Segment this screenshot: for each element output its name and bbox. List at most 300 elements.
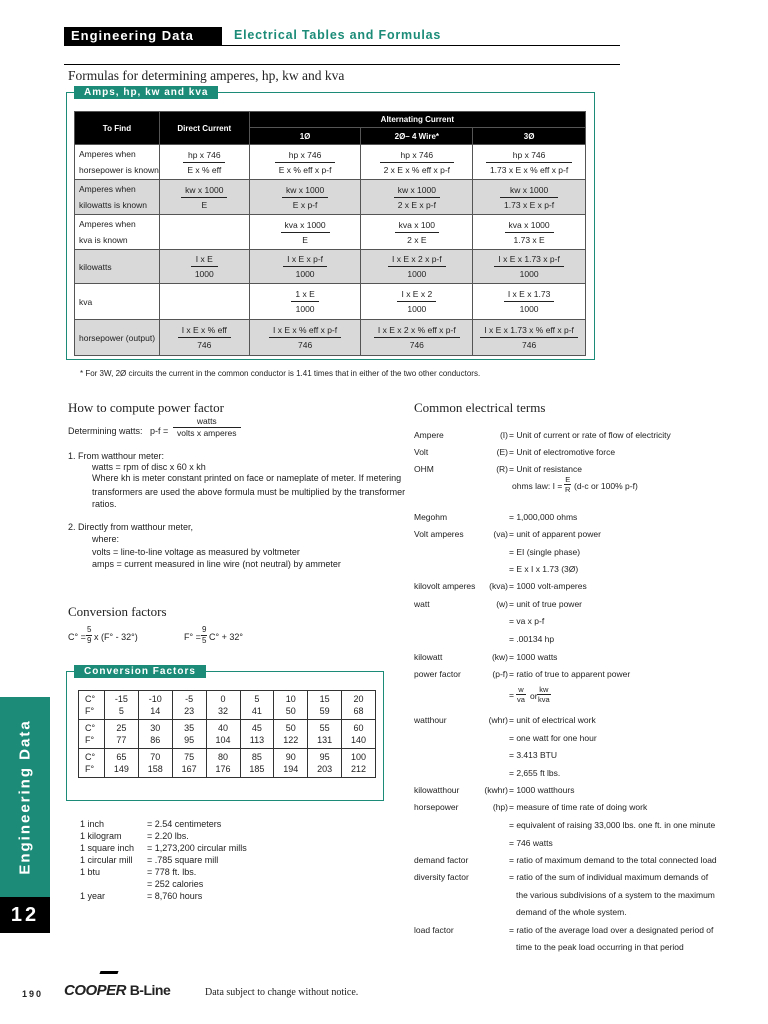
pf-fraction bbox=[173, 416, 241, 439]
conversion-row bbox=[79, 749, 376, 778]
pf-line-2: watts = rpm of disc x 60 x kh bbox=[92, 462, 206, 472]
conversion-cell bbox=[274, 691, 308, 720]
pf-eq: p-f = bbox=[150, 426, 169, 436]
col-three-phase: 3Ø bbox=[473, 128, 586, 145]
conversion-cell bbox=[138, 749, 172, 778]
fahrenheit-label: F° bbox=[85, 735, 95, 745]
term-definition: = one watt for one hour bbox=[509, 733, 597, 743]
formula-row-label bbox=[75, 250, 160, 284]
pf-line-8: volts = line-to-line voltage as measured by voltmeter bbox=[92, 547, 300, 557]
f-formula-frac bbox=[201, 625, 207, 646]
pf-line-7: where: bbox=[92, 534, 120, 544]
celsius-value: 45 bbox=[251, 723, 262, 733]
celsius-value: 10 bbox=[285, 694, 296, 704]
pf-w-fraction bbox=[516, 685, 526, 704]
brand-swoosh bbox=[99, 971, 118, 974]
formula-denominator: 1000 bbox=[194, 269, 214, 279]
c-frac-num: 5 bbox=[87, 625, 92, 634]
fahrenheit-value: 50 bbox=[285, 706, 296, 716]
term-abbr: (va) bbox=[493, 529, 508, 539]
formula-fraction bbox=[291, 287, 318, 316]
celsius-value: 20 bbox=[353, 694, 364, 704]
celsius-value: 5 bbox=[254, 694, 260, 704]
ohms-law-note: (d-c or 100% p-f) bbox=[574, 481, 638, 491]
formula-denominator: 2 x E bbox=[407, 234, 427, 245]
fahrenheit-value: 131 bbox=[317, 735, 333, 745]
formula-denominator: 1000 bbox=[519, 269, 539, 279]
formula-fraction bbox=[397, 287, 436, 316]
formula-cell-p1 bbox=[249, 284, 361, 320]
formula-cell-p3 bbox=[473, 180, 586, 215]
formula-denominator: 1000 bbox=[519, 304, 539, 314]
formula-denominator: E bbox=[201, 199, 208, 210]
pf-line-9: amps = current measured in line wire (not neutral) by ammeter bbox=[92, 559, 341, 569]
celsius-value: 60 bbox=[353, 723, 364, 733]
formula-denominator: 1000 bbox=[295, 304, 315, 314]
unit-value: = 252 calories bbox=[147, 879, 204, 889]
formula-fraction bbox=[181, 183, 227, 212]
formula-cell-p3 bbox=[473, 215, 586, 250]
term-name: watt bbox=[414, 599, 430, 609]
formula-denominator: 1000 bbox=[407, 304, 427, 314]
conversion-cell bbox=[138, 691, 172, 720]
term-name: OHM bbox=[414, 464, 434, 474]
celsius-value: 0 bbox=[220, 694, 226, 704]
term-name: demand factor bbox=[414, 855, 469, 865]
power-factor-heading: How to compute power factor bbox=[68, 400, 224, 415]
section-header: Engineering Data bbox=[64, 27, 222, 45]
celsius-value: 95 bbox=[319, 752, 330, 762]
col-single-phase: 1Ø bbox=[249, 128, 361, 145]
celsius-value: 100 bbox=[351, 752, 367, 762]
ohms-num: E bbox=[565, 475, 571, 484]
conversion-cell bbox=[105, 691, 139, 720]
c-formula-pre: C° = bbox=[68, 632, 86, 642]
formula-fraction bbox=[486, 148, 572, 177]
formula-numerator: hp x 746 bbox=[183, 148, 225, 163]
fahrenheit-value: 68 bbox=[353, 706, 364, 716]
formula-cell-p3 bbox=[473, 320, 586, 356]
celsius-value: 90 bbox=[285, 752, 296, 762]
term-definition: = ratio of maximum demand to the total connected load bbox=[509, 855, 717, 865]
formula-row-label-line: Amperes when bbox=[79, 219, 136, 229]
pf-line-4: transformers are used the above formula must be multiplied by the transformer bbox=[92, 487, 406, 497]
celsius-value: 65 bbox=[116, 752, 127, 762]
footer-note: Data subject to change without notice. bbox=[205, 987, 359, 998]
formula-cell-dc bbox=[159, 145, 249, 180]
pf-numerator: watts bbox=[173, 416, 241, 428]
formula-numerator: kva x 1000 bbox=[505, 218, 554, 233]
fahrenheit-value: 212 bbox=[351, 764, 367, 774]
term-abbr: (p-f) bbox=[492, 669, 508, 679]
conversion-cell bbox=[105, 749, 139, 778]
term-definition: = ratio of the average load over a designated period of bbox=[509, 925, 714, 935]
formula-fraction bbox=[380, 148, 454, 177]
formula-fraction bbox=[388, 252, 446, 281]
celsius-label: C° bbox=[85, 694, 96, 704]
fahrenheit-value: 158 bbox=[147, 764, 163, 774]
term-name: kilowatthour bbox=[414, 785, 460, 795]
term-abbr: (kw) bbox=[491, 652, 508, 662]
conversion-cell bbox=[206, 749, 240, 778]
unit-value: = 8,760 hours bbox=[147, 891, 203, 901]
formula-row bbox=[75, 180, 586, 215]
f-formula-pre: F° = bbox=[184, 632, 201, 642]
fahrenheit-value: 194 bbox=[283, 764, 299, 774]
formula-numerator: I x E x % eff x p-f bbox=[269, 323, 341, 338]
conversion-cell bbox=[308, 720, 342, 749]
unit-value: = 2.54 centimeters bbox=[147, 819, 222, 829]
formula-fraction bbox=[374, 323, 460, 352]
term-abbr: (E) bbox=[496, 447, 508, 457]
formula-fraction bbox=[282, 183, 328, 212]
formula-denominator: E bbox=[302, 234, 308, 245]
formula-denominator: 1.73 x E bbox=[513, 234, 545, 245]
conversion-cell bbox=[342, 720, 376, 749]
celsius-value: -15 bbox=[114, 694, 128, 704]
conversion-cell bbox=[172, 749, 206, 778]
formula-numerator: kw x 1000 bbox=[394, 183, 440, 198]
formula-denominator: 2 x E x p-f bbox=[397, 199, 436, 210]
term-definition: = 746 watts bbox=[509, 838, 553, 848]
celsius-value: 70 bbox=[150, 752, 161, 762]
formula-fraction bbox=[283, 252, 327, 281]
formula-numerator: I x E x 2 x p-f bbox=[388, 252, 446, 267]
formula-numerator: kw x 1000 bbox=[181, 183, 227, 198]
term-abbr: (hp) bbox=[492, 802, 508, 812]
formula-denominator: 1000 bbox=[407, 269, 427, 279]
conversion-cell bbox=[240, 720, 274, 749]
formula-row bbox=[75, 320, 586, 356]
formula-cell-p2 bbox=[361, 180, 473, 215]
formula-row-label bbox=[75, 215, 160, 250]
conversion-cell bbox=[105, 720, 139, 749]
formula-numerator: hp x 746 bbox=[380, 148, 454, 163]
celsius-value: -10 bbox=[148, 694, 162, 704]
term-definition: = unit of apparent power bbox=[509, 529, 601, 539]
celsius-value: -5 bbox=[185, 694, 194, 704]
term-name: Volt bbox=[414, 447, 429, 457]
formula-fraction bbox=[394, 183, 440, 212]
formula-row bbox=[75, 145, 586, 180]
formula-cell-dc bbox=[159, 215, 249, 250]
page-title: Electrical Tables and Formulas bbox=[234, 28, 442, 42]
term-abbr: (kva) bbox=[489, 581, 508, 591]
unit-name: 1 circular mill bbox=[80, 855, 133, 865]
fahrenheit-value: 14 bbox=[150, 706, 161, 716]
celsius-value: 50 bbox=[285, 723, 296, 733]
fahrenheit-value: 5 bbox=[118, 706, 124, 716]
formula-numerator: I x E x % eff bbox=[178, 323, 231, 338]
celsius-label: C° bbox=[85, 752, 96, 762]
term-definition: = 3.413 BTU bbox=[509, 750, 557, 760]
conversion-cell bbox=[308, 749, 342, 778]
term-definition: ohms law: I = bbox=[512, 481, 563, 491]
unit-value: = 1,273,200 circular mills bbox=[147, 843, 247, 853]
formula-fraction bbox=[504, 287, 555, 316]
term-definition: time to the peak load occurring in that period bbox=[516, 942, 684, 952]
fahrenheit-value: 149 bbox=[113, 764, 129, 774]
formula-fraction bbox=[269, 323, 341, 352]
formula-cell-p3 bbox=[473, 145, 586, 180]
pf-denominator: volts x amperes bbox=[177, 428, 237, 438]
term-definition: = 1000 volt-amperes bbox=[509, 581, 587, 591]
c-formula-frac bbox=[86, 625, 92, 646]
formula-cell-p1 bbox=[249, 215, 361, 250]
formula-cell-p1 bbox=[249, 145, 361, 180]
formula-numerator: hp x 746 bbox=[486, 148, 572, 163]
unit-value: = 778 ft. lbs. bbox=[147, 867, 197, 877]
formula-denominator: 1.73 x E x p-f bbox=[504, 199, 555, 210]
term-name: Megohm bbox=[414, 512, 448, 522]
formula-fraction bbox=[281, 218, 330, 247]
conversion-cell bbox=[342, 749, 376, 778]
formula-numerator: 1 x E bbox=[291, 287, 318, 302]
formula-denominator: 746 bbox=[197, 340, 212, 350]
unit-value: = .785 square mill bbox=[147, 855, 219, 865]
pf-or: or bbox=[530, 691, 538, 701]
conversion-row bbox=[79, 691, 376, 720]
unit-name: 1 year bbox=[80, 891, 106, 901]
formula-cell-p2 bbox=[361, 145, 473, 180]
term-definition: = va x p-f bbox=[509, 616, 545, 626]
formula-fraction bbox=[500, 183, 558, 212]
ohms-den: R bbox=[565, 485, 571, 494]
fahrenheit-value: 32 bbox=[218, 706, 229, 716]
term-name: Volt amperes bbox=[414, 529, 464, 539]
unit-name: 1 inch bbox=[80, 819, 105, 829]
fahrenheit-value: 140 bbox=[351, 735, 367, 745]
formula-fraction bbox=[183, 148, 225, 177]
term-definition: = ratio of true to apparent power bbox=[509, 669, 631, 679]
term-definition: demand of the whole system. bbox=[516, 907, 627, 917]
conversion-cell bbox=[240, 691, 274, 720]
unit-name: 1 btu bbox=[80, 867, 101, 877]
celsius-value: 15 bbox=[319, 694, 330, 704]
conversion-cell bbox=[274, 720, 308, 749]
formula-numerator: kw x 1000 bbox=[500, 183, 558, 198]
pf-va: va bbox=[517, 695, 525, 704]
formula-row-label-line: horsepower (output) bbox=[79, 332, 156, 343]
formula-cell-p1 bbox=[249, 320, 361, 356]
conversion-cell bbox=[172, 720, 206, 749]
formula-numerator: I x E x 2 bbox=[397, 287, 436, 302]
pf-line-5: ratios. bbox=[92, 499, 117, 509]
section-number: 12 bbox=[0, 897, 50, 933]
fahrenheit-value: 86 bbox=[150, 735, 161, 745]
formula-denominator: 2 x E x % eff x p-f bbox=[383, 164, 451, 175]
term-name: kilowatt bbox=[414, 652, 443, 662]
term-definition: = ratio of the sum of individual maximum demands of bbox=[509, 872, 709, 882]
term-abbr: (kwhr) bbox=[484, 785, 508, 795]
formula-row-label bbox=[75, 145, 160, 180]
fahrenheit-value: 104 bbox=[215, 735, 231, 745]
formula-fraction bbox=[178, 323, 231, 352]
celsius-value: 80 bbox=[218, 752, 229, 762]
pf-line-3: Where kh is meter constant printed on face or nameplate of meter. If metering bbox=[92, 473, 402, 483]
formula-denominator: E x % eff bbox=[187, 164, 222, 175]
formula-cell-dc bbox=[159, 180, 249, 215]
formula-numerator: I x E x 2 x % eff x p-f bbox=[374, 323, 460, 338]
conversion-cell bbox=[172, 691, 206, 720]
formula-cell-p1 bbox=[249, 250, 361, 284]
formula-fraction bbox=[480, 323, 578, 352]
term-definition: = 1000 watthours bbox=[509, 785, 575, 795]
header-rule-bottom bbox=[64, 64, 620, 65]
formula-numerator: kw x 1000 bbox=[282, 183, 328, 198]
term-definition: = Unit of electromotive force bbox=[509, 447, 616, 457]
fahrenheit-value: 41 bbox=[251, 706, 262, 716]
formula-cell-dc bbox=[159, 284, 249, 320]
ohms-law-fraction bbox=[564, 475, 571, 494]
brand-bline: B-Line bbox=[129, 982, 171, 998]
col-alternating-current: Alternating Current bbox=[249, 112, 585, 128]
formula-numerator: kva x 100 bbox=[395, 218, 439, 233]
formula-denominator: E x p-f bbox=[292, 199, 318, 210]
fahrenheit-value: 167 bbox=[181, 764, 197, 774]
section-side-tab bbox=[0, 697, 50, 897]
pf-kw: kw bbox=[537, 685, 551, 695]
term-definition: = 2,655 ft lbs. bbox=[509, 768, 561, 778]
f-formula-post: C° + 32° bbox=[209, 632, 243, 642]
term-definition: = unit of electrical work bbox=[509, 715, 596, 725]
formula-cell-dc bbox=[159, 250, 249, 284]
term-name: load factor bbox=[414, 925, 454, 935]
formula-row-label-line: kilowatts bbox=[79, 261, 112, 272]
formula-denominator: 1000 bbox=[295, 269, 315, 279]
formula-row bbox=[75, 250, 586, 284]
unit-name: 1 kilogram bbox=[80, 831, 122, 841]
conversion-heading: Conversion factors bbox=[68, 604, 167, 619]
celsius-value: 75 bbox=[184, 752, 195, 762]
formula-row-label-line: kva is known bbox=[79, 235, 128, 245]
celsius-value: 25 bbox=[116, 723, 127, 733]
terms-heading: Common electrical terms bbox=[414, 400, 546, 415]
side-tab-label: Engineering Data bbox=[16, 719, 34, 875]
formula-numerator: I x E x p-f bbox=[283, 252, 327, 267]
fahrenheit-value: 95 bbox=[184, 735, 195, 745]
conversion-cell bbox=[138, 720, 172, 749]
conversion-cell bbox=[206, 691, 240, 720]
determining-watts-label: Determining watts: bbox=[68, 426, 143, 436]
term-name: diversity factor bbox=[414, 872, 469, 882]
pf-w: w bbox=[516, 685, 526, 695]
conversion-table bbox=[78, 690, 376, 778]
formula-cell-p1 bbox=[249, 180, 361, 215]
pf-line-6: 2. Directly from watthour meter, bbox=[68, 522, 194, 532]
conversion-row bbox=[79, 720, 376, 749]
fahrenheit-label: F° bbox=[85, 764, 95, 774]
formulas-table bbox=[74, 111, 586, 356]
conversion-box-label: Conversion Factors bbox=[74, 665, 206, 678]
formulas-heading: Formulas for determining amperes, hp, kw and kva bbox=[68, 68, 345, 83]
conversion-cell bbox=[240, 749, 274, 778]
formula-numerator: I x E x 1.73 x % eff x p-f bbox=[480, 323, 578, 338]
c-frac-den: 9 bbox=[87, 636, 92, 645]
term-definition: = 1000 watts bbox=[509, 652, 558, 662]
formula-cell-p3 bbox=[473, 284, 586, 320]
unit-value: = 2.20 lbs. bbox=[147, 831, 189, 841]
formula-cell-p2 bbox=[361, 215, 473, 250]
brand-logo bbox=[64, 982, 170, 999]
formula-fraction bbox=[395, 218, 439, 247]
celsius-label: C° bbox=[85, 723, 96, 733]
formula-row-label-line: horsepower is known bbox=[79, 165, 159, 175]
formula-row-label-line: kva bbox=[79, 296, 93, 307]
celsius-value: 85 bbox=[251, 752, 262, 762]
celsius-value: 55 bbox=[319, 723, 330, 733]
term-abbr: (whr) bbox=[488, 715, 508, 725]
brand-cooper: COOPER bbox=[64, 982, 127, 999]
conversion-cell bbox=[274, 749, 308, 778]
term-definition: = 1,000,000 ohms bbox=[509, 512, 578, 522]
conversion-unit-labels bbox=[79, 691, 105, 720]
term-definition: = .00134 hp bbox=[509, 634, 555, 644]
term-definition: = bbox=[509, 690, 514, 700]
formula-row-label-line: Amperes when bbox=[79, 184, 136, 194]
celsius-value: 30 bbox=[150, 723, 161, 733]
fahrenheit-value: 203 bbox=[317, 764, 333, 774]
pf-kva: kva bbox=[538, 695, 550, 704]
formulas-box-label: Amps, hp, kw and kva bbox=[74, 86, 218, 99]
formula-fraction bbox=[191, 252, 218, 281]
fahrenheit-value: 185 bbox=[249, 764, 265, 774]
formula-row-label bbox=[75, 320, 160, 356]
conversion-cell bbox=[342, 691, 376, 720]
formula-cell-p2 bbox=[361, 284, 473, 320]
term-definition: = equivalent of raising 33,000 lbs. one ft. in one minute bbox=[509, 820, 716, 830]
formula-row-label-line: kilowatts is known bbox=[79, 200, 148, 210]
formula-numerator: kva x 1000 bbox=[281, 218, 330, 233]
term-name: kilovolt amperes bbox=[414, 581, 476, 591]
term-name: horsepower bbox=[414, 802, 459, 812]
formula-cell-p2 bbox=[361, 250, 473, 284]
term-definition: = E x I x 1.73 (3Ø) bbox=[509, 564, 579, 574]
fahrenheit-value: 122 bbox=[283, 735, 299, 745]
formula-row-label bbox=[75, 284, 160, 320]
fahrenheit-label: F° bbox=[85, 706, 95, 716]
fahrenheit-value: 77 bbox=[116, 735, 127, 745]
formula-row bbox=[75, 215, 586, 250]
term-abbr: (I) bbox=[499, 430, 508, 440]
c-formula-post: x (F° - 32°) bbox=[94, 632, 138, 642]
f-frac-den: 5 bbox=[202, 636, 207, 645]
formula-fraction bbox=[505, 218, 554, 247]
formula-numerator: I x E bbox=[191, 252, 218, 267]
term-abbr: (w) bbox=[496, 599, 508, 609]
formula-cell-dc bbox=[159, 320, 249, 356]
fahrenheit-value: 23 bbox=[184, 706, 195, 716]
conversion-cell bbox=[308, 691, 342, 720]
term-definition: the various subdivisions of a system to the maximum bbox=[516, 890, 715, 900]
f-frac-num: 9 bbox=[202, 625, 207, 634]
term-name: power factor bbox=[414, 669, 461, 679]
term-definition: = Unit of resistance bbox=[509, 464, 582, 474]
formula-row-label-line: Amperes when bbox=[79, 149, 136, 159]
formula-numerator: I x E x 1.73 bbox=[504, 287, 555, 302]
header-rule bbox=[64, 45, 620, 46]
formula-fraction bbox=[275, 148, 336, 177]
formula-numerator: hp x 746 bbox=[275, 148, 336, 163]
formula-denominator: 1.73 x E x % eff x p-f bbox=[489, 164, 569, 175]
conversion-unit-labels bbox=[79, 749, 105, 778]
term-definition: = unit of true power bbox=[509, 599, 583, 609]
formula-denominator: 746 bbox=[522, 340, 537, 350]
term-definition: = EI (single phase) bbox=[509, 547, 581, 557]
formula-cell-p3 bbox=[473, 250, 586, 284]
formula-denominator: E x % eff x p-f bbox=[278, 164, 332, 175]
formula-row bbox=[75, 284, 586, 320]
